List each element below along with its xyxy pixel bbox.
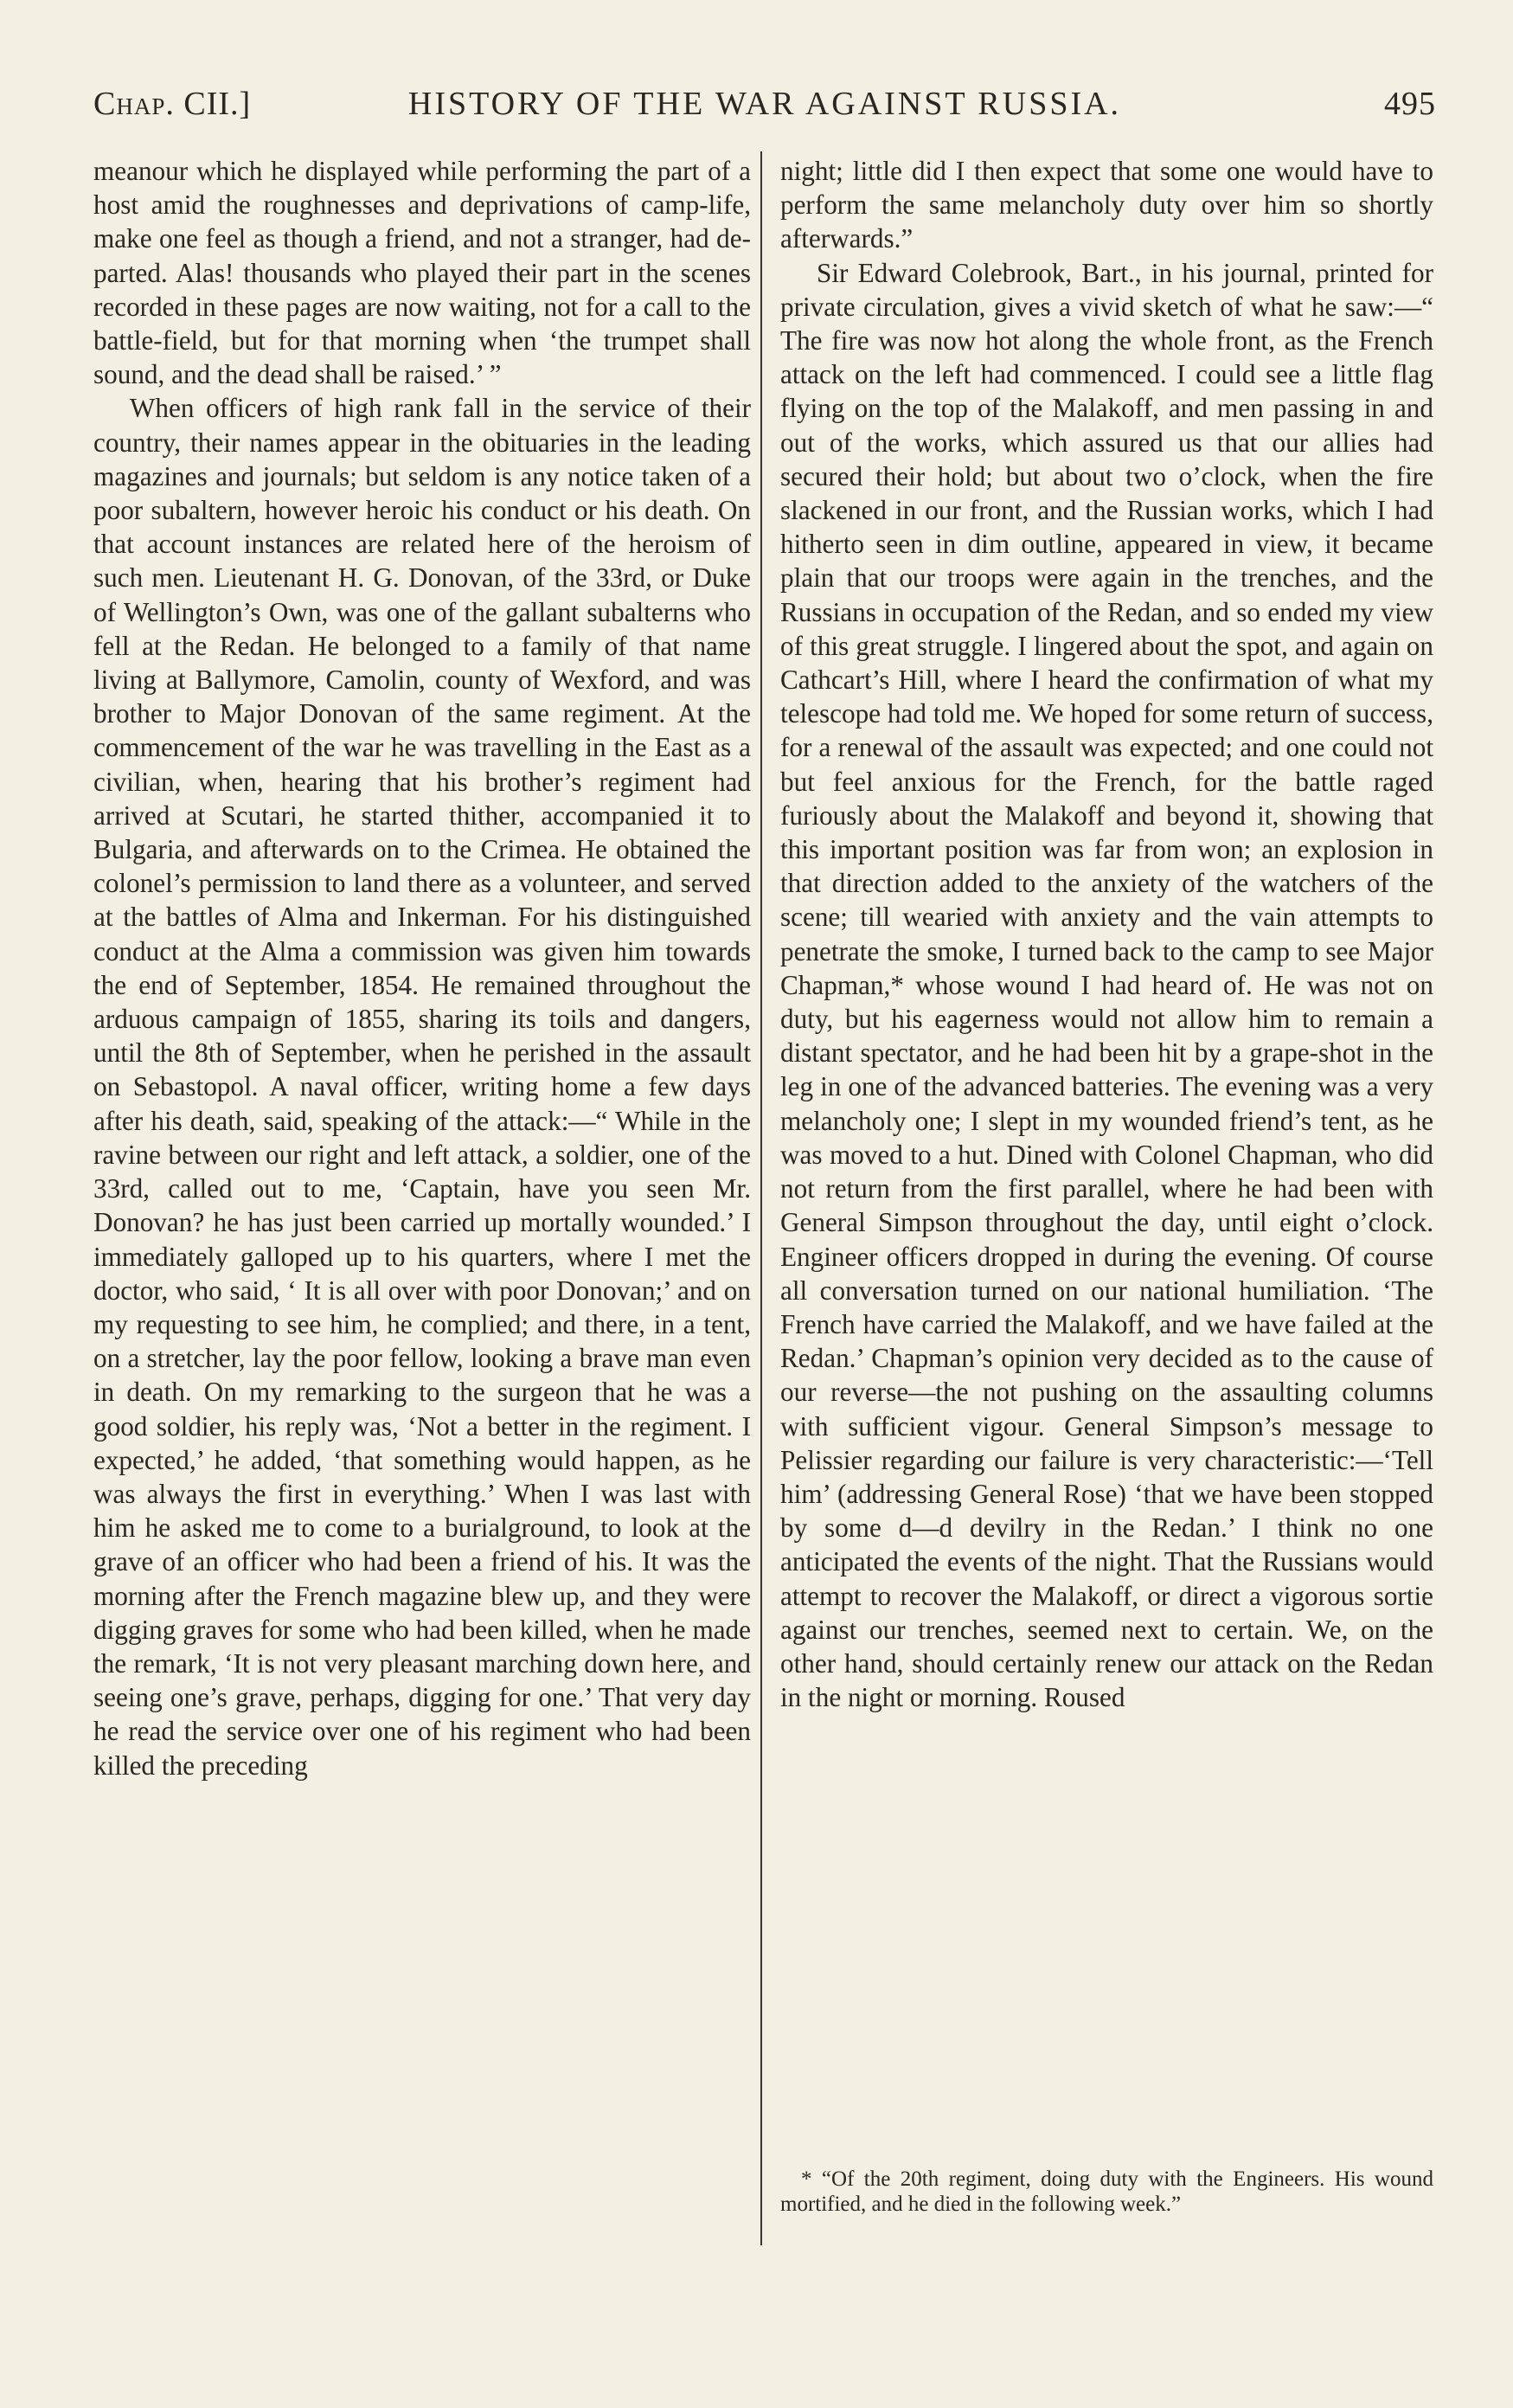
running-title: HISTORY OF THE WAR AGAINST RUSSIA. [407, 86, 1122, 122]
page-number: 495 [1384, 86, 1436, 122]
paragraph: meanour which he displayed while performing the part of a host amid the roughnesses and deprivations of camp-life, make one feel as though a friend, and not a stranger, had departed. Alas! thousands who played their part in the scenes recorded in these pages are now waiting, not for a call to the battle-field, but for that morning when ‘the trumpet shall sound, and the dead shall be raised.’ ” [93, 156, 751, 390]
footnote [780, 2167, 1433, 2217]
chapter-label: Chap. CII.] [93, 86, 252, 122]
footnote-text: * “Of the 20th regiment, doing duty with the Engineers. His wound mortified, and he died in the following week.” [780, 2167, 1433, 2216]
left-column [93, 154, 751, 1782]
paragraph: Sir Edward Colebrook, Bart., in his journal, printed for private circulation, gives a vivid sketch of what he saw:—“ The fire was now hot along the whole front, as the French attack on the left had commenced. I could see a little flag flying on the top of the Malakoff, and men passing in and out of the works, which assured us that our allies had secured their hold; but about two o’clock, when the fire slackened in our front, and the Russian works, which I had hitherto seen in dim outline, appeared in view, it became plain that our troops were again in the trenches, and the Russians in occupation of the Redan, and so ended my view of this great struggle. I lingered about the spot, and again on Cathcart’s Hill, where I heard the confirmation of what my telescope had told me. We hoped for some return of success, for a renewal of the assault was expected; and one could not but feel anxious for the French, for the battle raged furiously about the Malakoff and beyond it, showing that this important position was far from won; an explosion in that direction added to the anxiety of the watchers of the scene; till wearied with anxiety and the vain attempts to penetrate the smoke, I turned back to the camp to see Major Chapman,* whose wound I had heard of. He was not on duty, but his eagerness would not allow him to remain a distant spectator, and he had been hit by a grape-shot in the leg in one of the advanced batteries. The evening was a very melancholy one; I slept in my wounded friend’s tent, as he was moved to a hut. Dined with Colonel Chapman, who did not return from the first parallel, where he had been with General Simpson throughout the day, until eight o’clock. Engineer officers dropped in during the evening. Of course all conversation turned on our national humiliation. ‘The French have carried the Malakoff, and we have failed at the Redan.’ Chapman’s opinion very decided as to the cause of our reverse—the not pushing on the assaulting columns with sufficient vigour. General Simpson’s message to Pelissier regarding our failure is very characteristic:—‘Tell him’ (addressing General Rose) ‘that we have been stopped by some d—d devilry in the Redan.’ I think no one anticipated the events of the night. That the Russians would attempt to recover the Malakoff, or direct a vigorous sortie against our trenches, seemed next to certain. We, on the other hand, should certainly renew our attack on the Redan in the night or morning. Roused [780, 257, 1433, 1713]
paragraph: When officers of high rank fall in the service of their country, their names appear in the obituaries in the leading magazines and journals; but seldom is any notice taken of a poor subaltern, however heroic his conduct or his death. On that account instances are related here of the heroism of such men. Lieutenant H. G. Donovan, of the 33rd, or Duke of Wellington’s Own, was one of the gallant subalterns who fell at the Redan. He belonged to a family of that name living at Ballymore, Camolin, county of Wexford, and was brother to Major Donovan of the same regiment. At the commencement of the war he was travelling in the East as a civilian, when, hearing that his brother’s regiment had arrived at Scutari, he started thither, accompanied it to Bulgaria, and afterwards on to the Crimea. He obtained the colonel’s permission to land there as a volunteer, and served at the battles of Alma and Inkerman. For his distinguished conduct at the Alma a commission was given him towards the end of September, 1854. He remained throughout the arduous campaign of 1855, sharing its toils and dangers, until the 8th of September, when he perished in the assault on Sebastopol. A naval officer, writing home a few days after his death, said, speaking of the attack:—“ While in the ravine between our right and left attack, a soldier, one of the 33rd, called out to me, ‘Captain, have you seen Mr. Donovan? he has just been carried up mortally wounded.’ I immediately galloped up to his quarters, where I met the doctor, who said, ‘ It is all over with poor Donovan;’ and on my requesting to see him, he complied; and there, in a tent, on a stretcher, lay the poor fellow, looking a brave man even in death. On my remarking to the surgeon that he was a good soldier, his reply was, ‘Not a better in the regiment. I expected,’ he added, ‘that something would happen, as he was always the first in everything.’ When I was last with him he asked me to come to a burialground, to look at the grave of an officer who had been a friend of his. It was the morning after the French magazine blew up, and they were digging graves for some who had been killed, when he made the remark, ‘It is not very pleasant marching down here, and seeing one’s grave, perhaps, digging for one.’ That very day he read the service over one of his regiment who had been killed the preceding [93, 393, 751, 1781]
column-divider [760, 151, 762, 2245]
right-column [780, 154, 1433, 1714]
running-header [93, 85, 1436, 137]
paragraph: night; little did I then expect that some one would have to perform the same melancholy duty over him so shortly afterwards.” [780, 156, 1433, 254]
